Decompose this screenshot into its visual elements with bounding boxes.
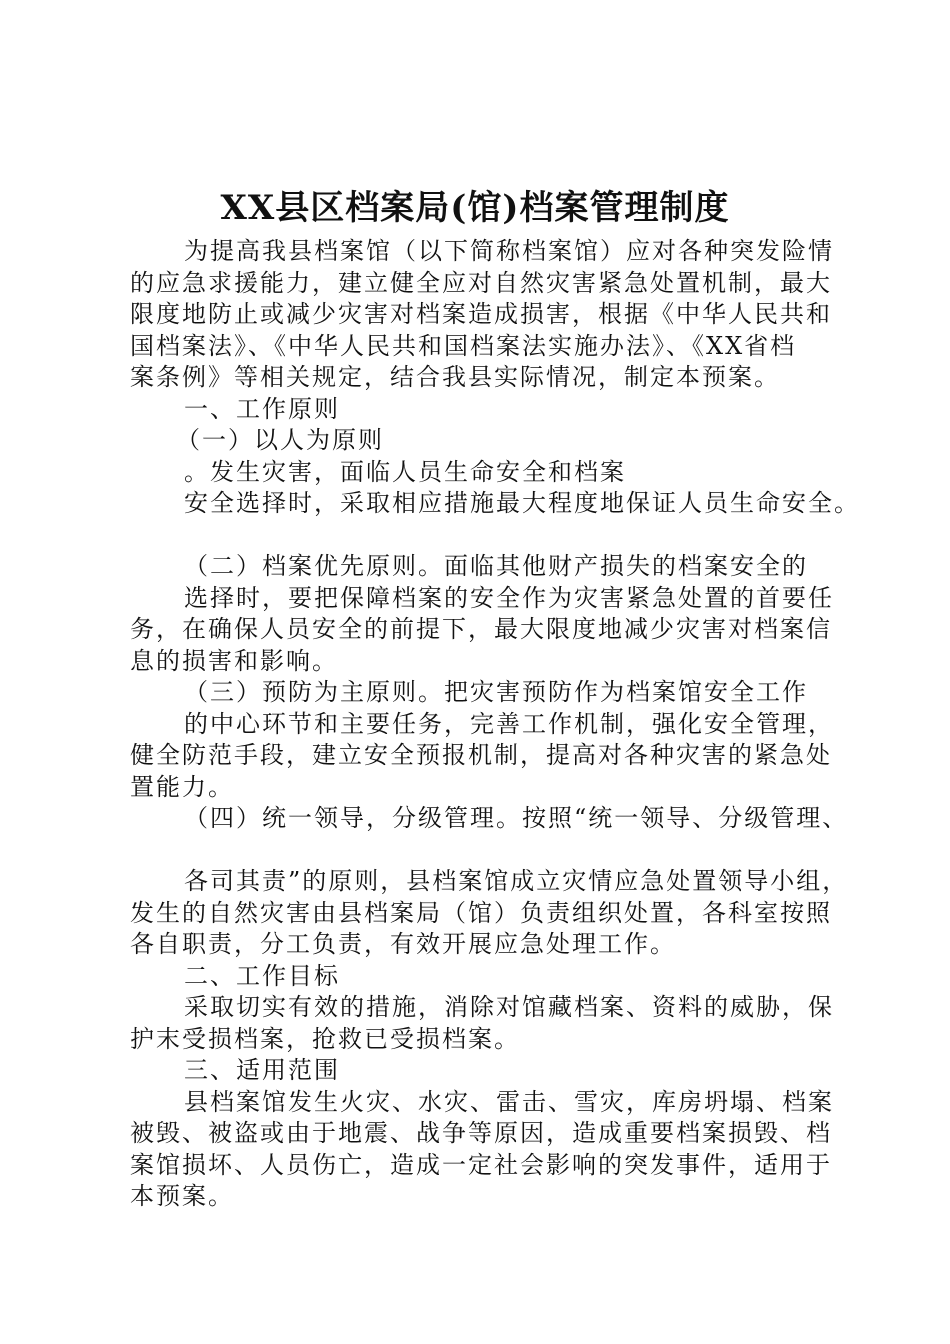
text-line: 的应急求援能力，建立健全应对自然灾害紧急处置机制，最大 xyxy=(130,268,832,297)
section-heading: 一、工作原则 xyxy=(184,394,340,423)
text-line: 的中心环节和主要任务，完善工作机制，强化安全管理， xyxy=(184,709,834,738)
text-line: 息的损害和影响。 xyxy=(130,646,338,675)
text-line: 安全选择时，采取相应措施最大程度地保证人员生命安全。 xyxy=(184,489,860,517)
subsection-heading: （一）以人为原则 xyxy=(176,426,384,454)
text-line: 。发生灾害，面临人员生命安全和档案 xyxy=(184,457,626,486)
subsection-heading: （四）统一领导，分级管理。按照“统一领导、分级管理、 xyxy=(184,804,849,832)
text-line: 限度地防止或减少灾害对档案造成损害，根据《中华人民共和 xyxy=(130,300,832,328)
text-line: 为提高我县档案馆（以下简称档案馆）应对各种突发险情 xyxy=(184,237,834,265)
text-line: 发生的自然灾害由县档案局（馆）负责组织处置，各科室按照 xyxy=(130,898,832,927)
text-line: 县档案馆发生火灾、水灾、雷击、雪灾，库房坍塌、档案 xyxy=(184,1087,834,1116)
document-title: XX县区档案局(馆)档案管理制度 xyxy=(220,188,730,228)
text-line: 置能力。 xyxy=(130,772,234,801)
text-line: 案馆损坏、人员伤亡，造成一定社会影响的突发事件，适用于 xyxy=(130,1150,832,1179)
text-line: 务，在确保人员安全的前提下，最大限度地减少灾害对档案信 xyxy=(130,615,832,643)
text-line: 国档案法》、《中华人民共和国档案法实施办法》、《XX省档 xyxy=(130,331,797,360)
text-line: 选择时，要把保障档案的安全作为灾害紧急处置的首要任 xyxy=(184,583,834,612)
text-line: 被毁、被盗或由于地震、战争等原因，造成重要档案损毁、档 xyxy=(130,1119,832,1147)
section-heading: 二、工作目标 xyxy=(184,961,340,990)
text-line: 各自职责，分工负责，有效开展应急处理工作。 xyxy=(130,930,676,958)
text-line: 本预案。 xyxy=(130,1182,234,1210)
text-line: 案条例》等相关规定，结合我县实际情况，制定本预案。 xyxy=(130,363,780,391)
text-line: 健全防范手段，建立安全预报机制，提高对各种灾害的紧急处 xyxy=(130,741,832,769)
text-line: 采取切实有效的措施，消除对馆藏档案、资料的威胁，保 xyxy=(184,993,834,1021)
subsection-heading: （二）档案优先原则。面临其他财产损失的档案安全的 xyxy=(184,552,808,580)
section-heading: 三、适用范围 xyxy=(184,1056,340,1084)
document-body xyxy=(130,236,860,1213)
text-line: 护末受损档案，抢救已受损档案。 xyxy=(130,1024,520,1053)
subsection-heading: （三）预防为主原则。把灾害预防作为档案馆安全工作 xyxy=(184,678,808,706)
text-line: 各司其责”的原则，县档案馆成立灾情应急处置领导小组， xyxy=(184,867,849,895)
